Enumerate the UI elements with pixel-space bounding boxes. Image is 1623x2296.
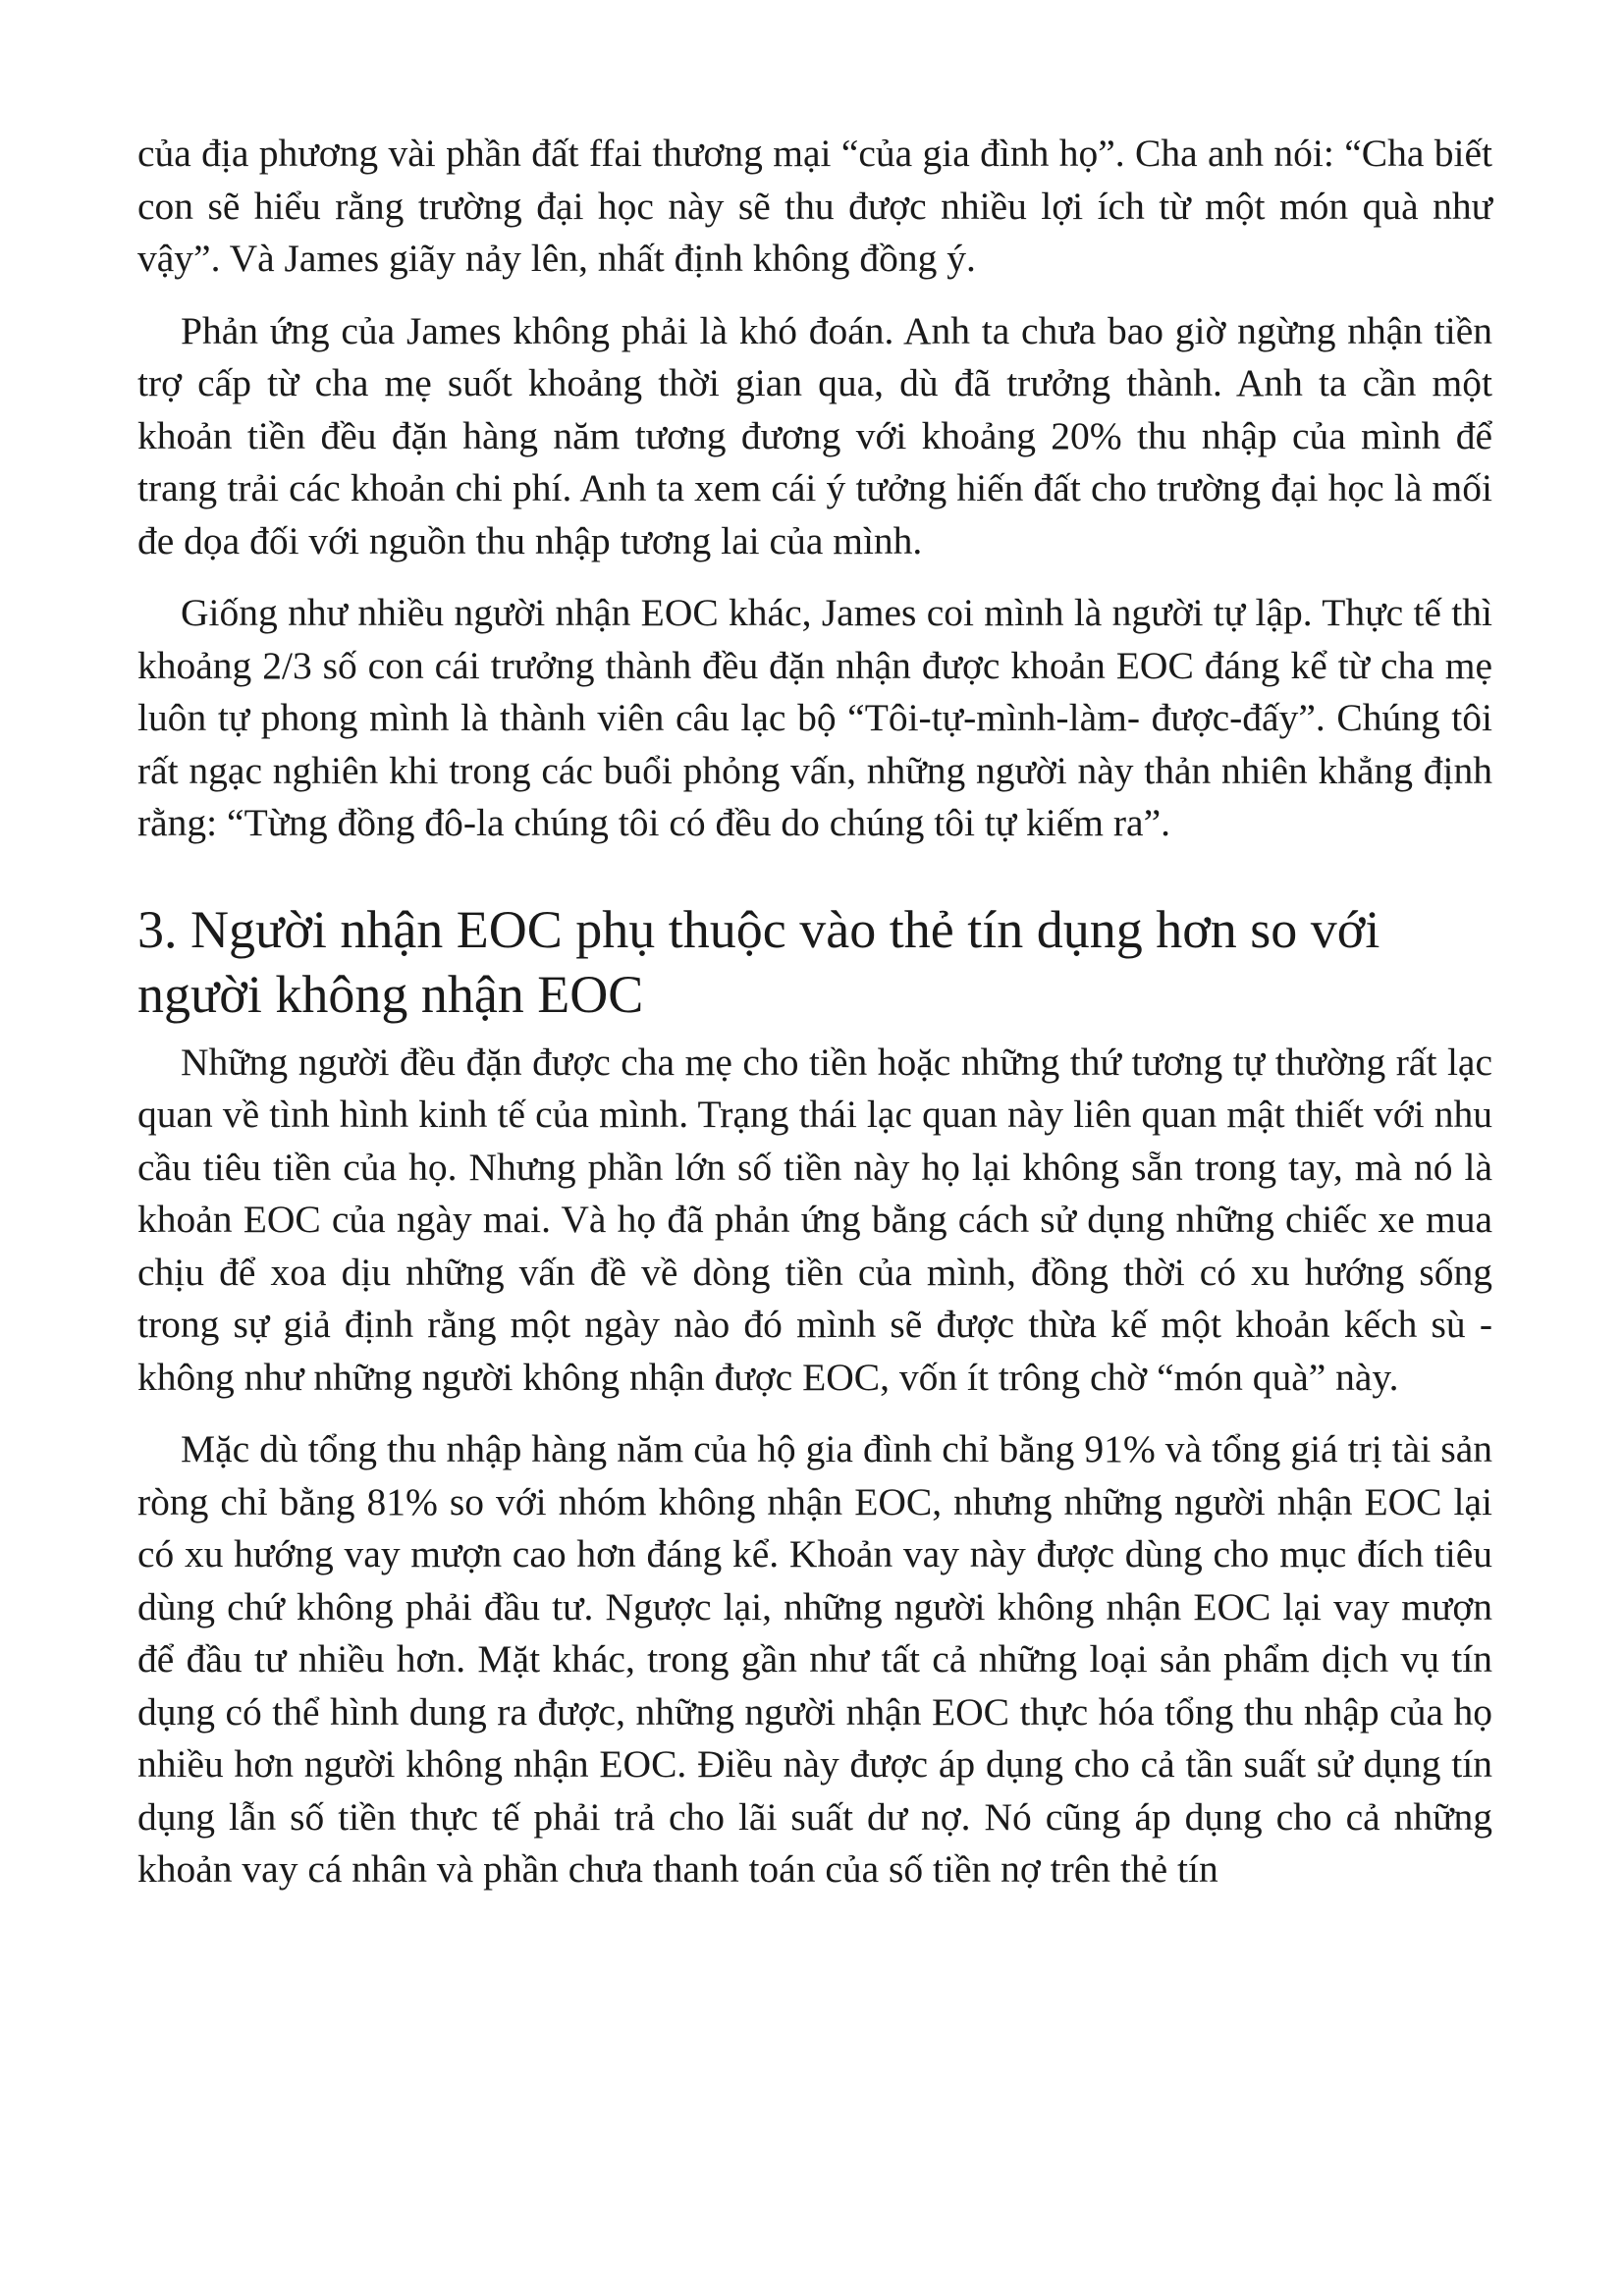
paragraph-self-made: Giống như nhiều người nhận EOC khác, James coi mình là người tự lập. Thực tế thì khoảng 2/3 số con cái trưởng thành đều đặn nhận được khoản EOC đáng kể từ cha mẹ luôn tự phong mình là thành viên câu lạc bộ “Tôi-tự-mình-làm- được-đấy”. Chúng tôi rất ngạc nghiên khi trong các buổi phỏng vấn, những người này thản nhiên khẳng định rằng: “Từng đồng đô-la chúng tôi có đều do chúng tôi tự kiếm ra”.: [137, 591, 1492, 844]
section-heading: 3. Người nhận EOC phụ thuộc vào thẻ tín dụng hơn so với người không nhận EOC: [137, 899, 1380, 1024]
document-page: [137, 128, 1492, 1896]
paragraph-james-reaction: Phản ứng của James không phải là khó đoán. Anh ta chưa bao giờ ngừng nhận tiền trợ cấp từ cha mẹ suốt khoảng thời gian qua, dù đã trưởng thành. Anh ta cần một khoản tiền đều đặn hàng năm tương đương với khoảng 20% thu nhập của mình để trang trải các khoản chi phí. Anh ta xem cái ý tưởng hiến đất cho trường đại học là mối đe dọa đối với nguồn thu nhập tương lai của mình.: [137, 308, 1492, 562]
paragraph-continuation: của địa phương vài phần đất ffai thương mại “của gia đình họ”. Cha anh nói: “Cha biết con sẽ hiểu rằng trường đại học này sẽ thu được nhiều lợi ích từ một món quà như vậy”. Và James giãy nảy lên, nhất định không đồng ý.: [137, 132, 1492, 280]
paragraph-borrowing: Mặc dù tổng thu nhập hàng năm của hộ gia đình chỉ bằng 91% và tổng giá trị tài sản ròng chỉ bằng 81% so với nhóm không nhận EOC, nhưng những người nhận EOC lại có xu hướng vay mượn cao hơn đáng kể. Khoản vay này được dùng cho mục đích tiêu dùng chứ không phải đầu tư. Ngược lại, những người không nhận EOC lại vay mượn để đầu tư nhiều hơn. Mặt khác, trong gần như tất cả những loại sản phẩm dịch vụ tín dụng có thể hình dung ra được, những người nhận EOC thực hóa tổng thu nhập của họ nhiều hơn người không nhận EOC. Điều này được áp dụng cho cả tần suất sử dụng tín dụng lẫn số tiền thực tế phải trả cho lãi suất dư nợ. Nó cũng áp dụng cho cả những khoản vay cá nhân và phần chưa thanh toán của số tiền nợ trên thẻ tín: [137, 1427, 1492, 1891]
paragraph-optimism: Những người đều đặn được cha mẹ cho tiền hoặc những thứ tương tự thường rất lạc quan về tình hình kinh tế của mình. Trạng thái lạc quan này liên quan mật thiết với nhu cầu tiêu tiền của họ. Nhưng phần lớn số tiền này họ lại không sẵn trong tay, mà nó là khoản EOC của ngày mai. Và họ đã phản ứng bằng cách sử dụng những chiếc xe mua chịu để xoa dịu những vấn đề về dòng tiền của mình, đồng thời có xu hướng sống trong sự giả định rằng một ngày nào đó mình sẽ được thừa kế một khoản kếch sù - không như những người không nhận được EOC, vốn ít trông chờ “món quà” này.: [137, 1040, 1492, 1399]
